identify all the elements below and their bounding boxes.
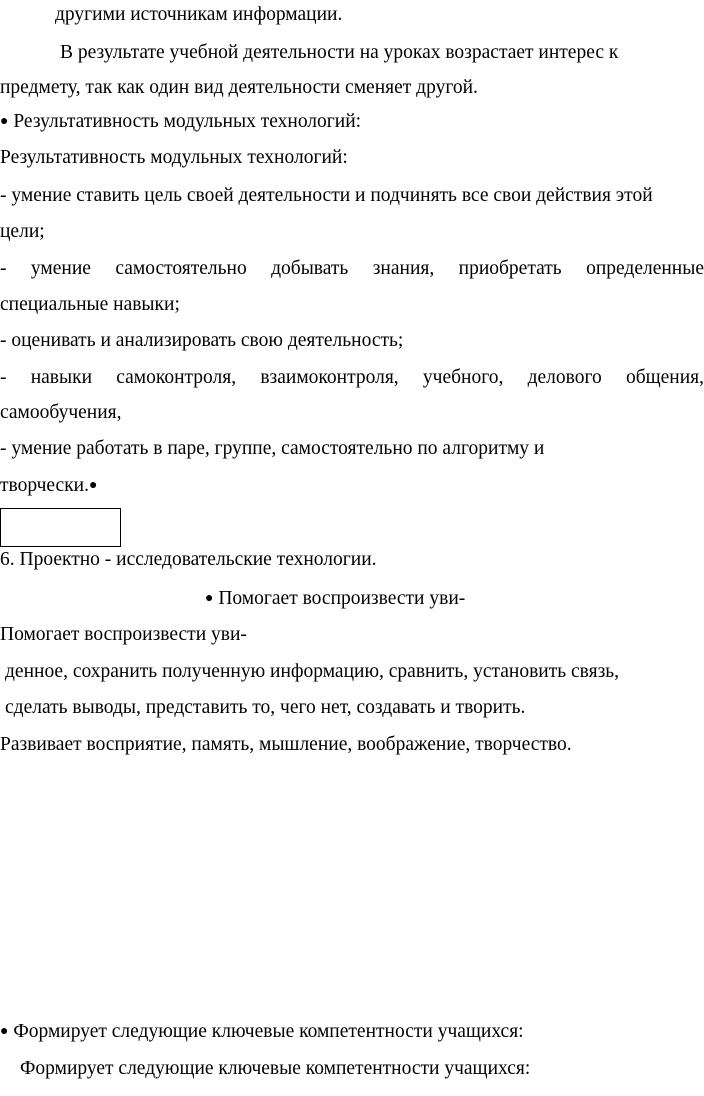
list-item-line: - оценивать и анализировать свою деятельность; — [0, 330, 404, 351]
bullet-heading — [0, 110, 361, 136]
bullet-icon: ● — [205, 591, 214, 606]
empty-frame — [0, 508, 121, 547]
section-heading: Результативность модульных технологий: — [0, 147, 348, 168]
list-item-line: - навыки самоконтроля, взаимоконтроля, учебного, делового общения, — [0, 367, 704, 388]
list-item-line: - умение работать в паре, группе, самостоятельно по алгоритму и — [0, 438, 545, 459]
bullet-icon: ● — [0, 1024, 9, 1039]
paragraph-line: сделать выводы, представить то, чего нет, создавать и творить. — [5, 697, 526, 718]
paragraph-line: предмету, так как один вид деятельности сменяет другой. — [0, 77, 478, 98]
bullet-heading — [205, 587, 465, 613]
bullet-heading-text: Результативность модульных технологий: — [13, 111, 362, 132]
list-item-line: - умение самостоятельно добывать знания, приобретать определенные — [0, 258, 704, 279]
bullet-heading-text: Формирует следующие ключевые компетентности учащихся: — [13, 1021, 524, 1042]
bullet-icon: ● — [0, 114, 9, 129]
list-item-text: творчески. — [0, 475, 89, 496]
paragraph-line: Развивает восприятие, память, мышление, воображение, творчество. — [0, 734, 572, 755]
list-item-line: - умение ставить цель своей деятельности и подчинять все свои действия этой — [0, 185, 653, 206]
paragraph-line: Формирует следующие ключевые компетентности учащихся: — [20, 1058, 531, 1079]
list-item-line: специальные навыки; — [0, 294, 180, 315]
list-item-line — [0, 474, 97, 500]
section-title: 6. Проектно - исследовательские технологии. — [0, 549, 377, 570]
bullet-heading — [0, 1020, 524, 1046]
text-line: другими источникам информации. — [55, 4, 343, 25]
paragraph-line: денное, сохранить полученную информацию, сравнить, установить связь, — [5, 661, 620, 682]
list-item-line: цели; — [0, 221, 45, 242]
bullet-heading-text: Помогает воспроизвести уви- — [218, 588, 466, 609]
paragraph-line: В результате учебной деятельности на уроках возрастает интерес к — [60, 42, 619, 63]
paragraph-line: Помогает воспроизвести уви- — [0, 624, 247, 645]
bullet-icon: ● — [89, 478, 98, 493]
list-item-line: самообучения, — [0, 402, 122, 423]
